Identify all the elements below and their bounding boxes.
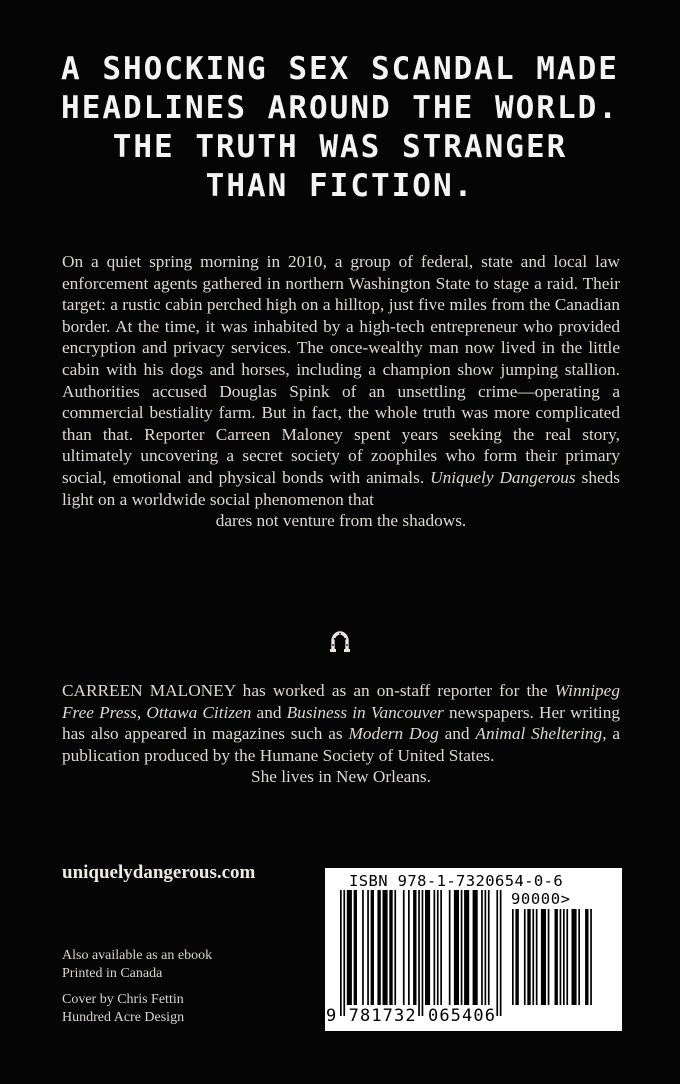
addon-bar bbox=[585, 909, 588, 1005]
barcode-bar bbox=[408, 890, 410, 1005]
description-body: On a quiet spring morning in 2010, a group of federal, state and local law enforcement agents gathered in northern Washington State to stage a raid. Their target: a rustic cabin perched high on a hilltop, just five miles from the Canadian border. At the time, it was inhabited by a high-tech entrepreneur who provided encryption and privacy services. The once-wealthy man now lived in the little cabin with his dogs and horses, including a champion show jumping stallion. Authorities accused Douglas Spink of an unsettling crime—operating a commercial bestiality farm. But in fact, the whole truth was more complicated than that. Reporter Carreen Maloney spent years seeking the real story, ultimately uncovering a secret society of zoophiles who form their primary social, emotional and physical bonds with animals. bbox=[62, 252, 620, 487]
cover-credit: Cover by Chris Fettin bbox=[62, 992, 184, 1007]
bio-part-3: , a publication produced by the Humane Society of United States. bbox=[62, 724, 621, 765]
bio-separator: and bbox=[251, 702, 287, 722]
barcode-bar bbox=[464, 890, 469, 1005]
barcode-bar bbox=[403, 890, 405, 1005]
description-after-title: sheds light on a worldwide social phenomenon that bbox=[62, 467, 620, 509]
ean-digits: 9 781732 065406 bbox=[326, 1006, 497, 1026]
book-description bbox=[62, 251, 620, 532]
addon-bar bbox=[572, 909, 577, 1005]
headline-line-2: HEADLINES AROUND THE WORLD. bbox=[61, 90, 619, 126]
printed-note: Printed in Canada bbox=[62, 966, 163, 981]
barcode-bar bbox=[437, 890, 439, 1005]
barcode-bar bbox=[454, 890, 459, 1005]
barcode-bar bbox=[422, 890, 424, 1016]
publication-name: Ottawa Citizen bbox=[146, 702, 252, 722]
barcode-bar bbox=[434, 890, 436, 1005]
barcode-bar bbox=[371, 890, 374, 1005]
bio-separator: and bbox=[438, 724, 476, 744]
barcode-bar bbox=[481, 890, 483, 1005]
barcode-bar bbox=[394, 890, 396, 1005]
headline-line-4: THAN FICTION. bbox=[205, 168, 475, 204]
bio-part-2: newspapers. Her writing has also appeared in magazines such as bbox=[62, 702, 621, 744]
magazine-name: Modern Dog bbox=[348, 724, 439, 744]
headline-line-1: A SHOCKING SEX SCANDAL MADE bbox=[61, 51, 619, 87]
barcode-bar bbox=[488, 890, 490, 1005]
barcode-bar bbox=[347, 890, 352, 1005]
barcode-bar bbox=[496, 890, 498, 1016]
barcode-bar bbox=[389, 890, 392, 1005]
bio-separator: , bbox=[136, 702, 147, 722]
headline-line-3: THE TRUTH WAS STRANGER bbox=[112, 129, 568, 165]
barcode-bar bbox=[440, 890, 442, 1005]
addon-bar bbox=[578, 909, 580, 1005]
barcode-bar bbox=[461, 890, 463, 1005]
isbn-label: ISBN 978-1-7320654-0-6 bbox=[349, 872, 564, 890]
barcode-bar bbox=[383, 890, 388, 1005]
barcode-bar bbox=[354, 890, 357, 1005]
addon-bar bbox=[524, 909, 526, 1005]
magazine-name: Animal Sheltering bbox=[475, 724, 603, 744]
barcode-bar bbox=[449, 890, 451, 1005]
addon-barcode-bars bbox=[510, 909, 610, 1006]
publication-name: Winnipeg Free Press bbox=[62, 681, 620, 722]
addon-bar bbox=[566, 909, 568, 1005]
horseshoe-icon bbox=[326, 627, 354, 653]
barcode-bar bbox=[473, 890, 478, 1005]
barcode-bar bbox=[500, 890, 502, 1016]
addon-bar bbox=[532, 909, 534, 1005]
addon-bar bbox=[512, 909, 514, 1005]
addon-bar bbox=[560, 909, 562, 1005]
publication-name: Business in Vancouver bbox=[286, 702, 444, 722]
barcode-bar bbox=[413, 890, 416, 1005]
ebook-note: Also available as an ebook bbox=[62, 948, 213, 963]
barcode-bar bbox=[418, 890, 420, 1016]
addon-bar bbox=[548, 909, 550, 1005]
addon-bar bbox=[536, 909, 538, 1005]
isbn-barcode bbox=[325, 868, 622, 1031]
barcode-bar bbox=[425, 890, 430, 1005]
barcode-bar bbox=[367, 890, 369, 1005]
addon-bar bbox=[590, 909, 592, 1005]
barcode-bar bbox=[340, 890, 342, 1016]
ean-barcode-bars bbox=[335, 890, 505, 1018]
addon-price-code: 90000> bbox=[511, 890, 571, 908]
book-title: Uniquely Dangerous bbox=[430, 467, 576, 487]
design-credit: Hundred Acre Design bbox=[62, 1010, 185, 1025]
bio-last-line: She lives in New Orleans. bbox=[251, 767, 431, 787]
website-url: uniquelydangerous.com bbox=[62, 862, 256, 883]
bio-part-1: CARREEN MALONEY has worked as an on-staff reporter for the bbox=[62, 681, 555, 700]
barcode-bar bbox=[485, 890, 487, 1005]
publication-notes bbox=[62, 947, 212, 1027]
addon-bar bbox=[563, 909, 565, 1005]
headline bbox=[40, 50, 640, 206]
barcode-bar bbox=[377, 890, 380, 1005]
description-text bbox=[62, 251, 620, 510]
barcode-bar bbox=[362, 890, 364, 1005]
barcode-bar bbox=[343, 890, 345, 1016]
bio-text bbox=[62, 680, 620, 766]
addon-bar bbox=[541, 909, 546, 1005]
author-bio bbox=[62, 680, 620, 788]
description-last-line: dares not venture from the shadows. bbox=[215, 511, 467, 531]
addon-bar bbox=[515, 909, 518, 1005]
addon-bar bbox=[527, 909, 530, 1005]
addon-bar bbox=[555, 909, 558, 1005]
